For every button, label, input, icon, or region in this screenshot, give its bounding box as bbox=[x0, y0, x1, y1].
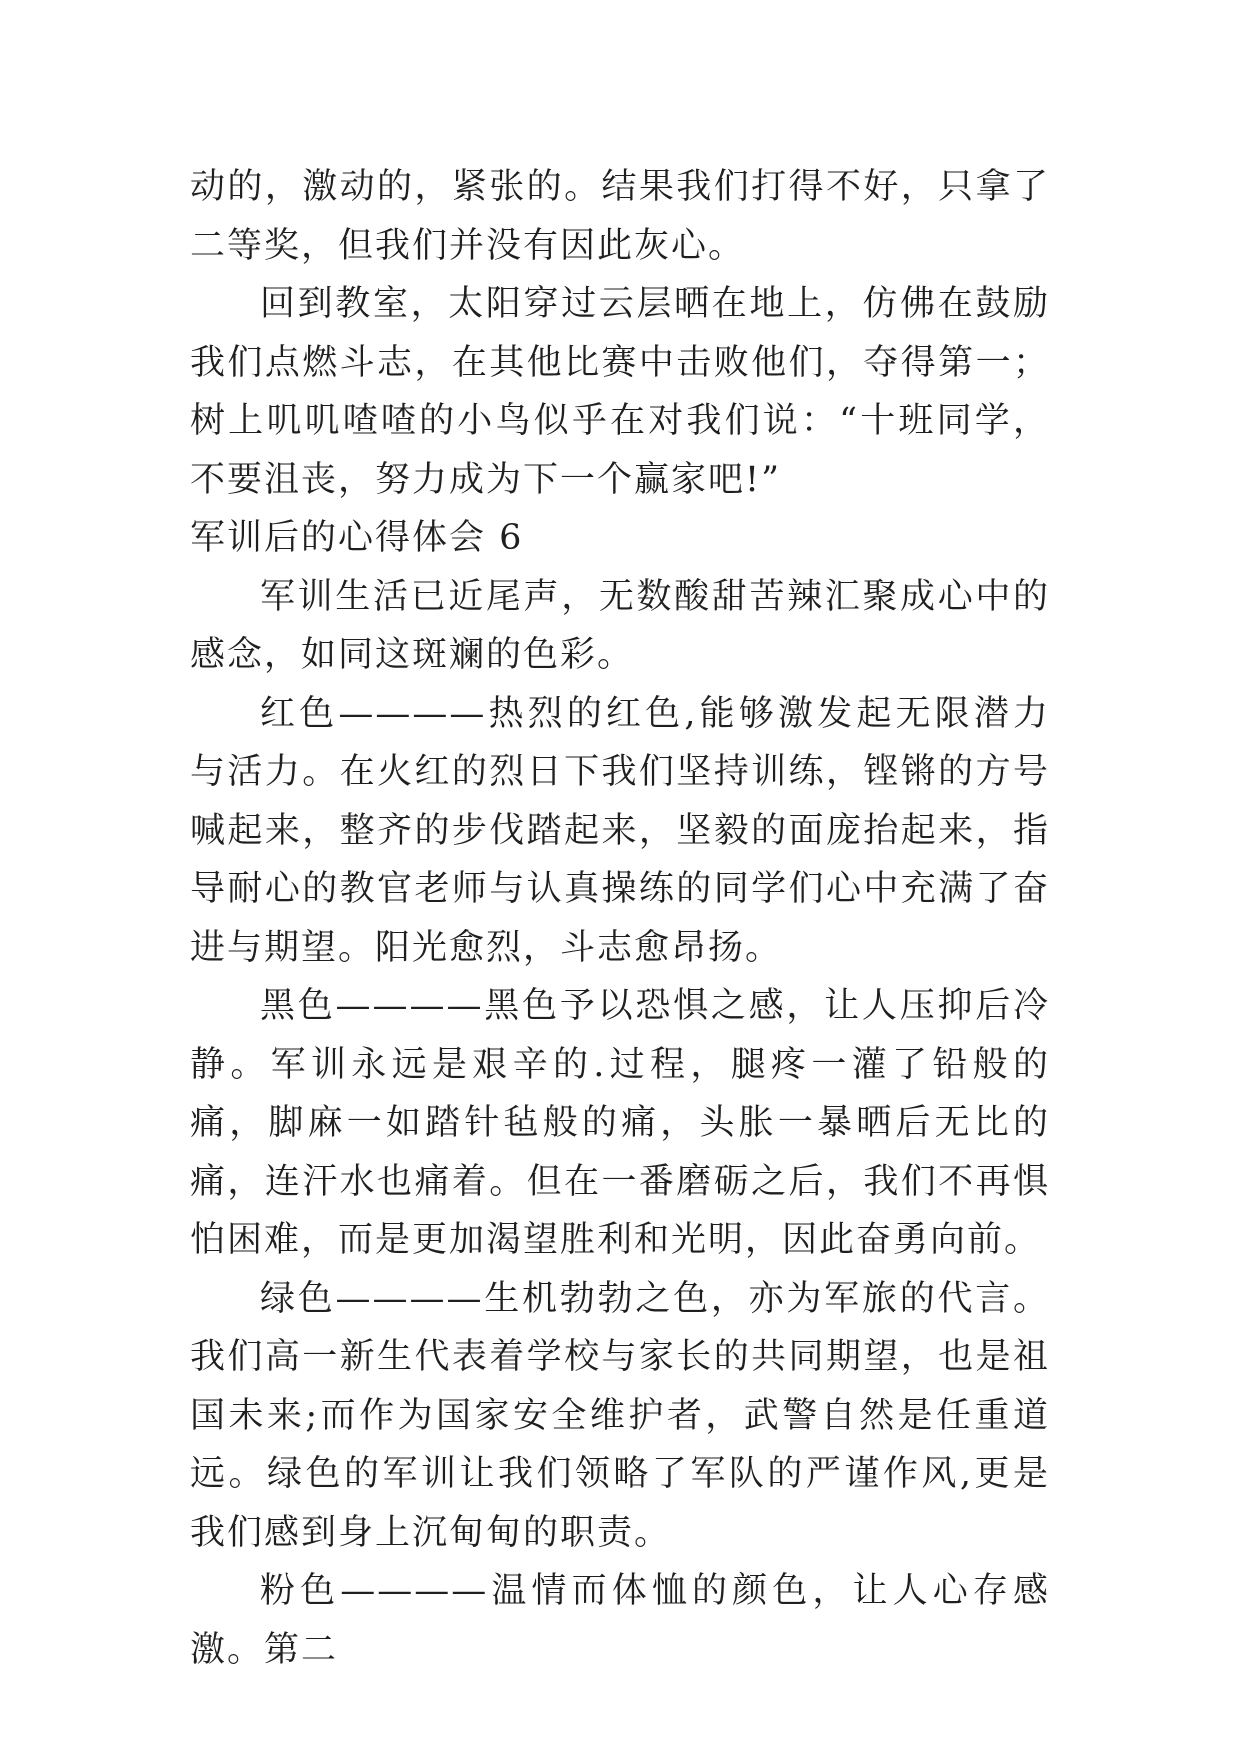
paragraph-red: 红色————热烈的红色,能够激发起无限潜力与活力。在火红的烈日下我们坚持训练，铿锵的方号喊起来，整齐的步伐踏起来，坚毅的面庞抬起来，指导耐心的教官老师与认真操练的同学们心中充满了奋进与期望。阳光愈烈，斗志愈昂扬。 bbox=[190, 693, 1050, 968]
paragraph-pink: 粉色————温情而体恤的颜色，让人心存感激。第二 bbox=[190, 1571, 1050, 1670]
paragraph-classroom: 回到教室，太阳穿过云层晒在地上，仿佛在鼓励我们点燃斗志，在其他比赛中击败他们，夺得第一；树上叽叽喳喳的小鸟似乎在对我们说：“十班同学，不要沮丧，努力成为下一个赢家吧!” bbox=[190, 284, 1050, 500]
paragraph-black: 黑色————黑色予以恐惧之感，让人压抑后冷静。军训永远是艰辛的.过程，腿疼一灌了铅般的痛，脚麻一如踏针毡般的痛，头胀一暴晒后无比的痛，连汗水也痛着。但在一番磨砺之后，我们不再惧怕困难，而是更加渴望胜利和光明，因此奋勇向前。 bbox=[190, 986, 1050, 1260]
section-heading: 军训后的心得体会 6 bbox=[190, 518, 524, 558]
paragraph-intro: 军训生活已近尾声，无数酸甜苦辣汇聚成心中的感念，如同这斑斓的色彩。 bbox=[190, 576, 1050, 675]
paragraph-green: 绿色————生机勃勃之色，亦为军旅的代言。我们高一新生代表着学校与家长的共同期望，也是祖国未来;而作为国家安全维护者，武警自然是任重道远。绿色的军训让我们领略了军队的严谨作风,更是我们感到身上沉甸甸的职责。 bbox=[190, 1278, 1050, 1553]
document-body bbox=[190, 158, 1050, 1679]
paragraph-continued: 动的，激动的，紧张的。结果我们打得不好，只拿了二等奖，但我们并没有因此灰心。 bbox=[190, 167, 1050, 266]
